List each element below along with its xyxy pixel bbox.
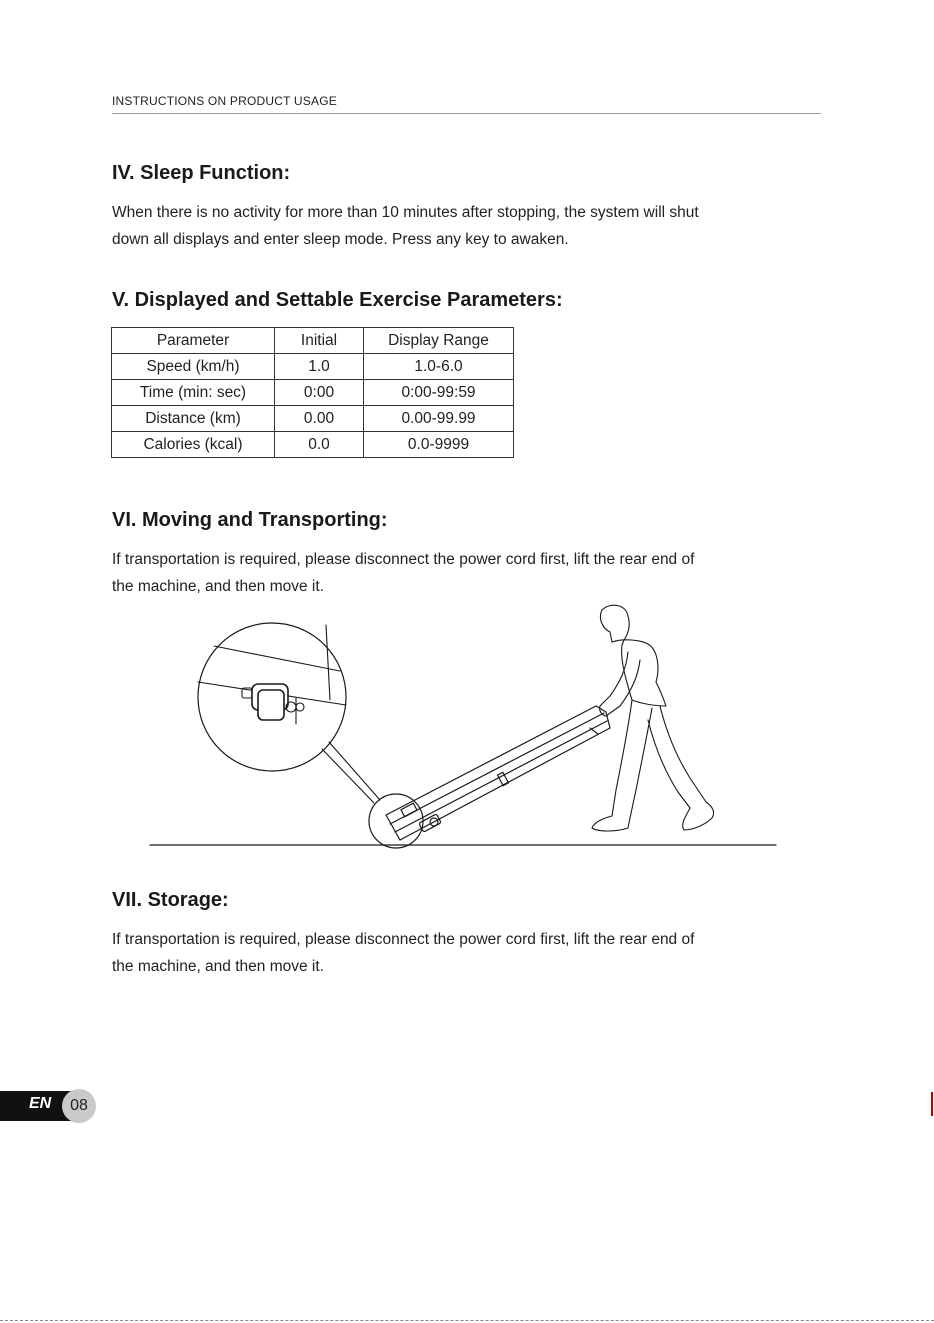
transport-illustration [140, 600, 790, 852]
table-row [112, 354, 514, 380]
column-header-parameter: Parameter [112, 328, 275, 354]
page-number-badge: 08 [62, 1089, 96, 1123]
table-cell: Speed (km/h) [112, 354, 275, 380]
section-heading-parameters: V. Displayed and Settable Exercise Parameters: [112, 289, 563, 311]
moving-text [112, 546, 824, 600]
table-cell: 1.0-6.0 [364, 354, 514, 380]
sleep-text-line-1: When there is no activity for more than 10 minutes after stopping, the system will shut [112, 204, 699, 221]
parameters-table [111, 327, 514, 458]
table-cell: Distance (km) [112, 406, 275, 432]
moving-text-line-2: the machine, and then move it. [112, 578, 324, 595]
table-cell: 0.00 [275, 406, 364, 432]
column-header-initial: Initial [275, 328, 364, 354]
section-heading-storage: VII. Storage: [112, 889, 229, 911]
section-heading-sleep: IV. Sleep Function: [112, 162, 291, 184]
wheel-detail-magnifier [198, 623, 380, 803]
person-figure [592, 605, 714, 831]
table-cell: 0.0-9999 [364, 432, 514, 458]
moving-text-line-1: If transportation is required, please disconnect the power cord first, lift the rear end of [112, 551, 695, 568]
storage-text-line-1: If transportation is required, please disconnect the power cord first, lift the rear end of [112, 931, 695, 948]
table-cell: 0.00-99.99 [364, 406, 514, 432]
table-cell: 0.0 [275, 432, 364, 458]
sleep-text [112, 199, 824, 253]
table-row [112, 380, 514, 406]
sleep-text-line-2: down all displays and enter sleep mode. Press any key to awaken. [112, 231, 569, 248]
table-cell: 0:00-99:59 [364, 380, 514, 406]
treadmill-frame [386, 706, 610, 840]
table-cell: 0:00 [275, 380, 364, 406]
table-cell: 1.0 [275, 354, 364, 380]
table-header-row [112, 328, 514, 354]
column-header-display-range: Display Range [364, 328, 514, 354]
table-row [112, 432, 514, 458]
table-cell: Calories (kcal) [112, 432, 275, 458]
page-header-title: INSTRUCTIONS ON PRODUCT USAGE [112, 94, 337, 108]
page-bottom-dashed-edge [0, 1320, 934, 1321]
section-heading-moving: VI. Moving and Transporting: [112, 509, 388, 531]
header-divider [112, 113, 821, 114]
storage-text-line-2: the machine, and then move it. [112, 958, 324, 975]
table-row [112, 406, 514, 432]
edge-marker [931, 1092, 933, 1116]
storage-text [112, 926, 824, 980]
footer-language-label: EN [29, 1095, 52, 1112]
table-cell: Time (min: sec) [112, 380, 275, 406]
